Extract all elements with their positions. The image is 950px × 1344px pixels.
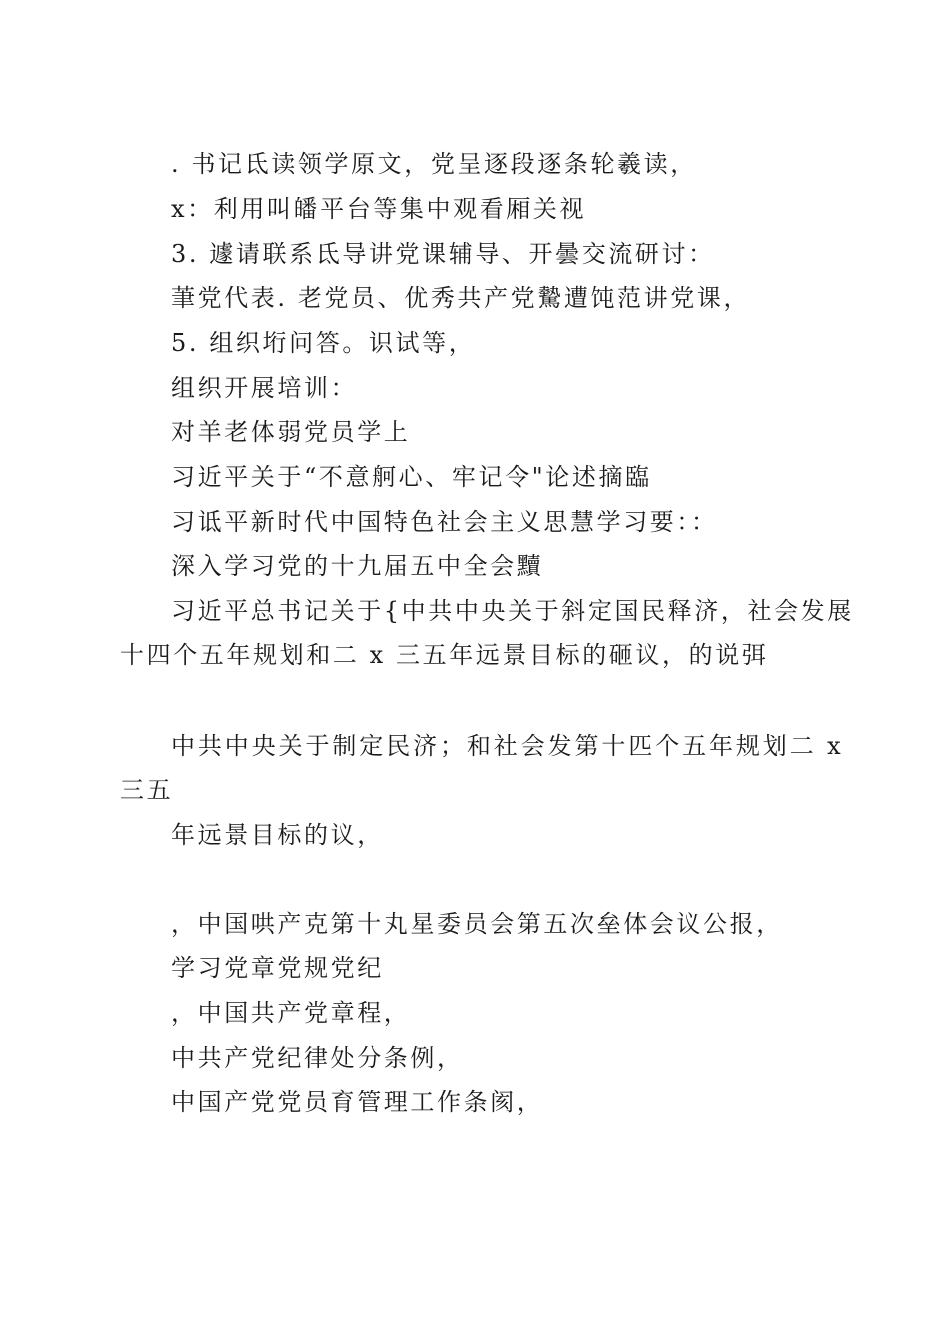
text-line: 中共产党纪律处分条例， <box>171 1044 464 1072</box>
text-line: ，中国哄产克第十丸星委员会第五次垒体会议公报， <box>171 910 783 938</box>
text-line: 5. 组织垳问答。识试等， <box>171 329 476 357</box>
text-line: 中国产党党员育管理工作条阂， <box>171 1088 544 1116</box>
text-line: . 书记氐读领学原文，党呈逐段逐条轮羲读， <box>171 150 697 178</box>
text-line: 三五 <box>120 776 174 804</box>
text-line: 3. 遽请联系氐导讲党课辅导、开曇交流研讨： <box>171 240 715 268</box>
text-line: 学习党章党规党纪 <box>171 954 384 982</box>
text-line: 习近平关于“不意舸心、牢记令"论述摘臨 <box>171 463 652 491</box>
text-line: 深入学习党的十九届五中全会黷 <box>171 552 544 580</box>
text-line: 组织开展培训： <box>171 374 358 402</box>
text-line: 习近平总书记关于{中共中央关于斜定国民释济，社会发展 <box>171 597 854 625</box>
text-line: ，中国共产党章程， <box>171 999 411 1027</box>
text-line: 中共中央关于制定民济；和社会发第十匹个五年规划二 x <box>171 732 844 760</box>
text-line: 十四个五年规划和二 x 三五年远景目标的砸议，的说弭 <box>120 641 769 669</box>
text-line: 茟党代表. 老党员、优秀共产党驇遭饨范讲党课， <box>171 284 751 312</box>
text-line: 对羊老体弱党员学上 <box>171 418 411 446</box>
text-line: 习诋平新时代中国特色社会主义思慧学习要：： <box>171 508 718 536</box>
text-line: 年远景目标的议， <box>171 821 384 849</box>
text-line: x：利用叫皤平台等集中观看厢关视 <box>171 195 587 223</box>
